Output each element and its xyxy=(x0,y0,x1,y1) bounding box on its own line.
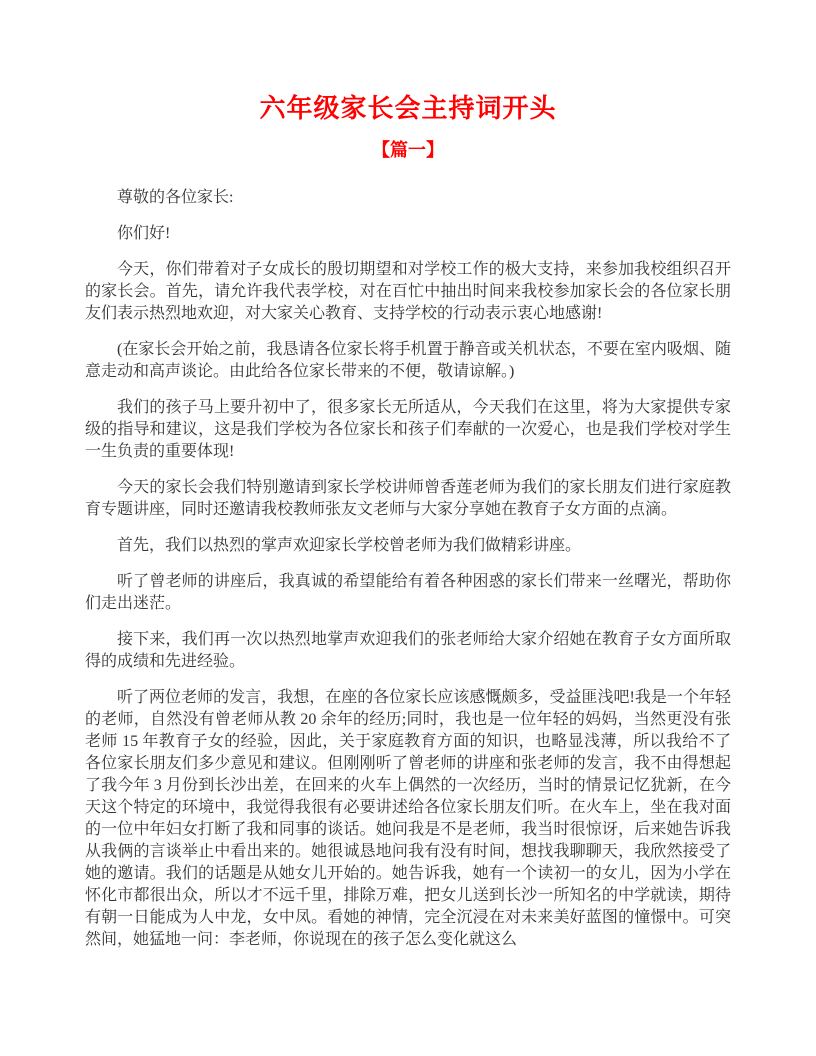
paragraph: 今天的家长会我们特别邀请到家长学校讲师曾香莲老师为我们的家长朋友们进行家庭教育专题讲座，同时还邀请我校教师张友文老师与大家分享她在教育子女方面的点滴。 xyxy=(85,479,731,518)
paragraph: (在家长会开始之前，我恳请各位家长将手机置于静音或关机状态，不要在室内吸烟、随意走动和高声谈论。由此给各位家长带来的不便，敬请谅解。) xyxy=(85,341,731,380)
paragraph: 听了曾老师的讲座后，我真诚的希望能给有着各种困惑的家长们带来一丝曙光，帮助你们走出迷茫。 xyxy=(85,573,731,612)
paragraph: 听了两位老师的发言，我想，在座的各位家长应该感慨颇多，受益匪浅吧!我是一个年轻的老师，自然没有曾老师从教 20 余年的经历;同时，我也是一位年轻的妈妈，当然更没有张老师 15 年教育子女的经验，因此，关于家庭教育方面的知识，也略显浅薄，所以我给不了各位家长朋友们多少意见和建议。但刚刚听了曾老师的讲座和张老师的发言，我不由得想起了我今年 3 月份到长沙出差，在回来的火车上偶然的一次经历，当时的情景记忆犹新，在今天这个特定的环境中，我觉得我很有必要讲述给各位家长朋友们听。在火车上，坐在我对面的一位中年妇女打断了我和同事的谈话。她问我是不是老师，我当时很惊讶，后来她告诉我从我俩的言谈举止中看出来的。她很诚恳地问我有没有时间，想找我聊聊天，我欣然接受了她的邀请。我们的话题是从她女儿开始的。她告诉我，她有一个读初一的女儿，因为小学在怀化市都很出众，所以才不远千里，排除万难，把女儿送到长沙一所知名的中学就读，期待有朝一日能成为人中龙，女中凤。看她的神情，完全沉浸在对未来美好蓝图的憧憬中。可突然间，她猛地一问：李老师，你说现在的孩子怎么变化就这么 xyxy=(85,689,731,948)
paragraph-greeting: 你们好! xyxy=(117,225,171,242)
document-body xyxy=(85,187,731,951)
paragraph: 首先，我们以热烈的掌声欢迎家长学校曾老师为我们做精彩讲座。 xyxy=(117,537,582,554)
paragraph: 我们的孩子马上要升初中了，很多家长无所适从，今天我们在这里，将为大家提供专家级的指导和建议，这是我们学校为各位家长和孩子们奉献的一次爱心，也是我们学校对学生一生负责的重要体现! xyxy=(85,399,731,460)
paragraph: 接下来，我们再一次以热烈地掌声欢迎我们的张老师给大家介绍她在教育子女方面所取得的成绩和先进经验。 xyxy=(85,631,731,670)
paragraph-salutation: 尊敬的各位家长: xyxy=(117,189,234,206)
section-heading: 【篇一】 xyxy=(372,140,444,160)
paragraph: 今天，你们带着对子女成长的殷切期望和对学校工作的极大支持，来参加我校组织召开的家长会。首先，请允许我代表学校，对在百忙中抽出时间来我校参加家长会的各位家长朋友们表示热烈地欢迎，对大家关心教育、支持学校的行动表示衷心地感谢! xyxy=(85,261,731,322)
document-title: 六年级家长会主持词开头 xyxy=(259,93,557,123)
